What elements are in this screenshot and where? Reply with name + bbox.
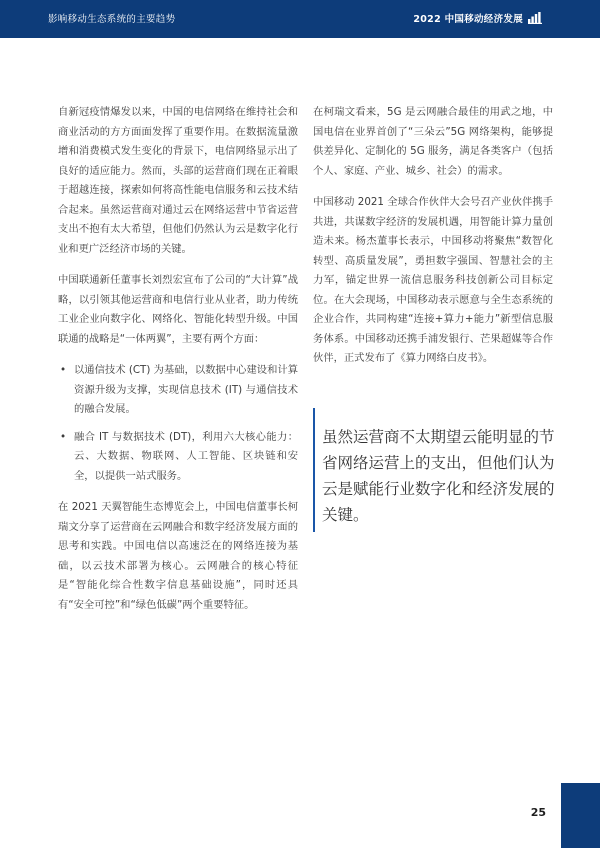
quote-accent-rule	[313, 408, 315, 532]
bullet-dot: •	[60, 364, 67, 376]
bullet-list	[58, 361, 298, 486]
left-column	[58, 103, 298, 627]
right-column	[313, 103, 553, 381]
paragraph: 自新冠疫情爆发以来，中国的电信网络在维持社会和商业活动的方方面面发挥了重要作用。在数据流量激增和消费模式发生变化的背景下，电信网络显示出了良好的适应能力。然而，头部的运营商们现在正着眼于超越连接，探索如何将高性能电信服务和云技术结合起来。虽然运营商对通过云在网络运营中节省运营支出不抱有太大希望，但他们仍然认为云是数字化行业和更广泛经济市场的关键。	[58, 106, 298, 255]
bullet-dot: •	[60, 430, 67, 443]
section-title: 影响移动生态系统的主要趋势	[48, 14, 176, 25]
list-item	[58, 428, 298, 487]
list-item-text: 融合 IT 与数据技术 (DT)，利用六大核心能力：云、大数据、物联网、人工智能、区块链和安全，以提供一站式服务。	[74, 430, 298, 482]
paragraph: 中国联通新任董事长刘烈宏宣布了公司的“大计算”战略，以引领其他运营商和电信行业从业者，助力传统工业企业向数字化、网络化、智能化转型升级。中国联通的战略是“一体两翼”，主要有两个方面：	[58, 274, 298, 345]
pull-quote: 虽然运营商不太期望云能明显的节省网络运营上的支出，但他们认为云是赋能行业数字化和经济发展的关键。	[322, 428, 555, 524]
list-item	[58, 361, 298, 420]
report-title: 2022 中国移动经济发展	[413, 14, 523, 25]
header-bar	[0, 0, 600, 38]
paragraph: 在 2021 天翼智能生态博览会上，中国电信董事长柯瑞文分享了运营商在云网融合和数字经济发展方面的思考和实践。中国电信以高速泛在的网络连接为基础，以云技术部署为核心。云网融合的核心特征是“智能化综合性数字信息基础设施”，同时还具有“安全可控”和“绿色低碳”两个重要特征。	[58, 501, 298, 611]
page-tab	[561, 783, 600, 848]
gsma-bars-icon	[528, 12, 542, 24]
paragraph: 中国移动 2021 全球合作伙伴大会号召产业伙伴携手共进，共谋数字经济的发展机遇，用智能计算力量创造未来。杨杰董事长表示，中国移动将聚焦“数智化转型、高质量发展”，勇担数字强国、智慧社会的主力军，锚定世界一流信息服务科技创新公司目标定位。在大会现场，中国移动表示愿意与全生态系统的企业合作，共同构建“连接+算力+能力”新型信息服务体系。中国移动还携手浦发银行、芒果超媒等合作伙伴，正式发布了《算力网络白皮书》。	[313, 196, 553, 364]
paragraph: 在柯瑞文看来，5G 是云网融合最佳的用武之地，中国电信在业界首创了“三朵云”5G 网络架构，能够提供差异化、定制化的 5G 服务，满足各类客户（包括个人、家庭、产业、城乡、社会）的需求。	[313, 106, 553, 177]
page-number: 25	[530, 806, 546, 819]
list-item-text: 以通信技术 (CT) 为基础，以数据中心建设和计算资源升级为支撑，实现信息技术 (IT) 与通信技术的融合发展。	[74, 364, 298, 415]
